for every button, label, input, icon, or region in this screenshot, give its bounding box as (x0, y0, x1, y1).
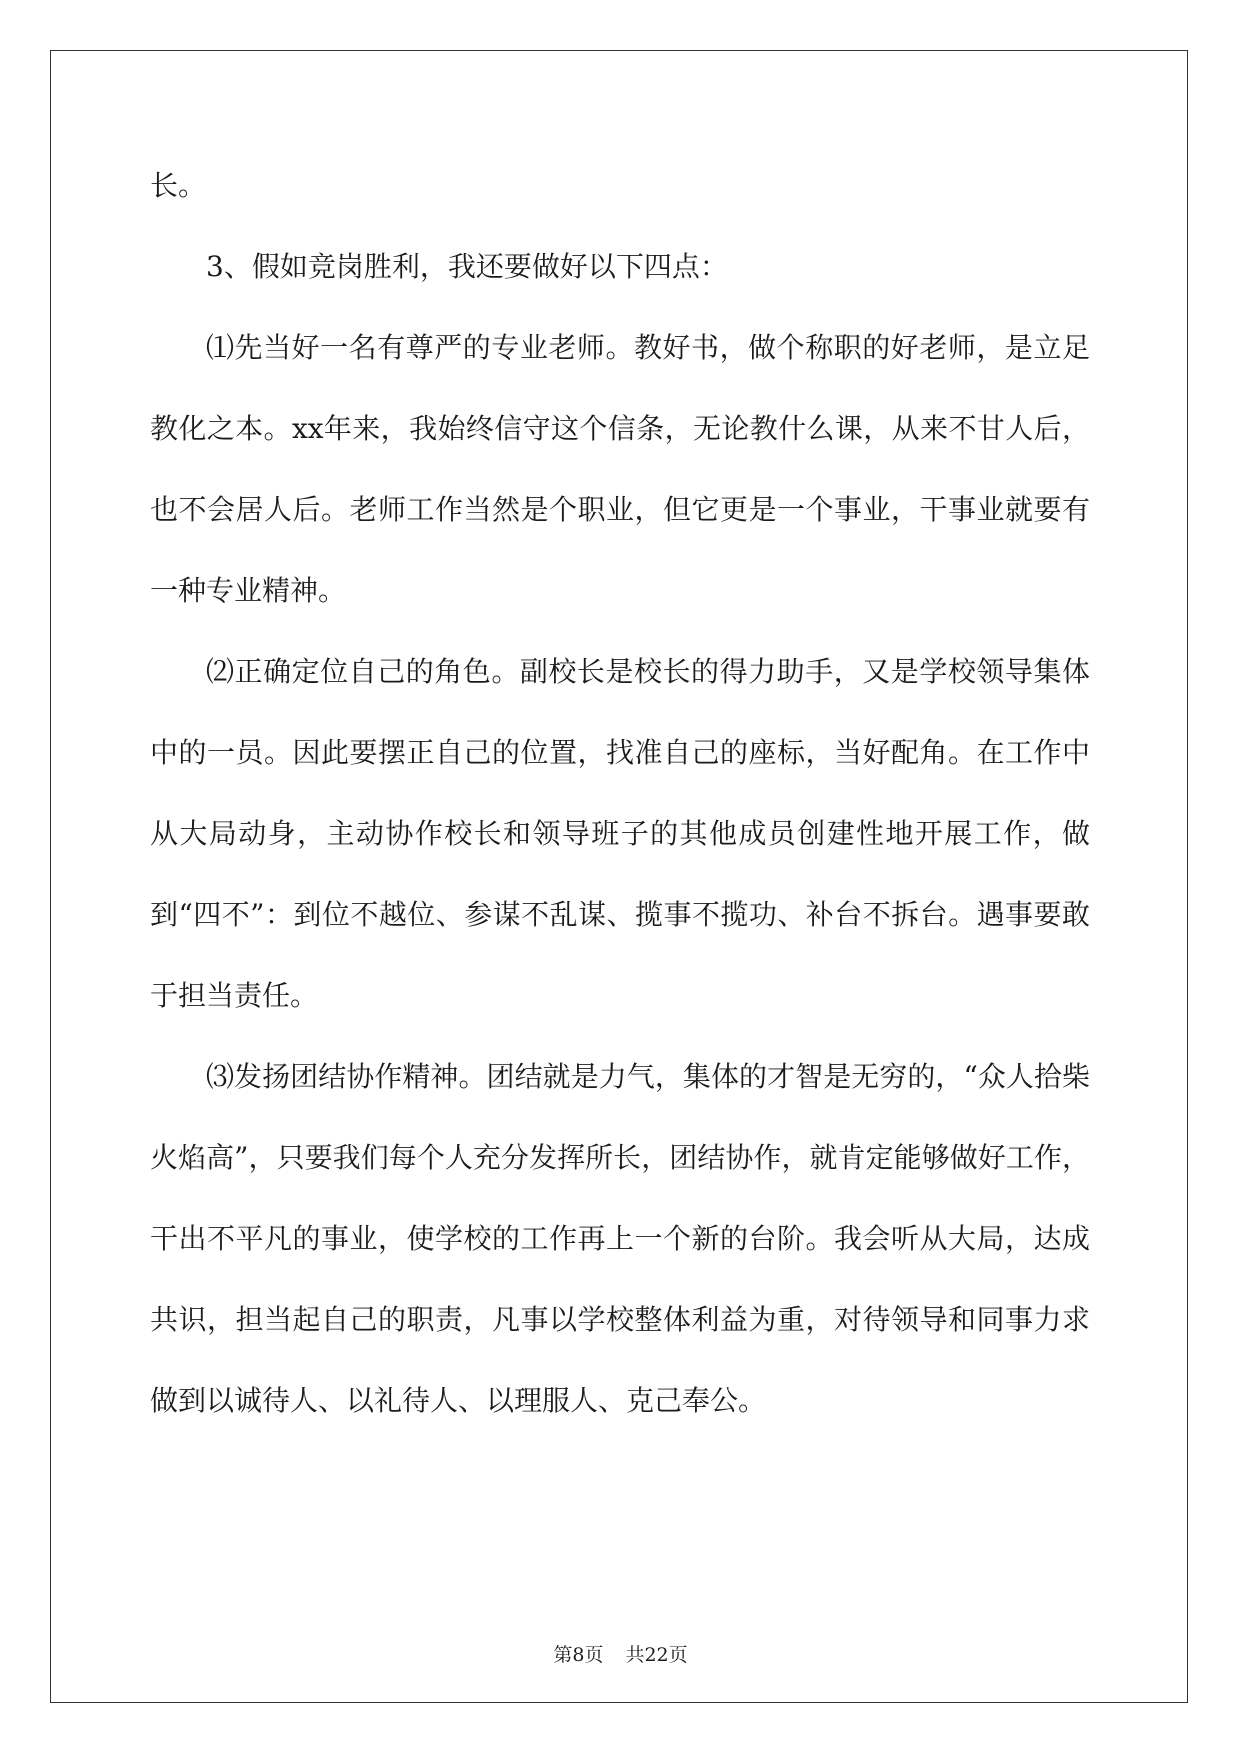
page-total: 共22页 (625, 1644, 688, 1666)
paragraph-heading-3: 3、假如竞岗胜利，我还要做好以下四点： (206, 250, 728, 283)
paragraph-point-1: ⑴先当好一名有尊严的专业老师。教好书，做个称职的好老师，是立足教化之本。xx年来，我始终信守这个信条，无论教什么课，从来不甘人后，也不会居人后。老师工作当然是个职业，但它更是一个事业，干事业就要有一种专业精神。 (150, 331, 1090, 607)
paragraph-point-2: ⑵正确定位自己的角色。副校长是校长的得力助手，又是学校领导集体中的一员。因此要摆正自己的位置，找准自己的座标，当好配角。在工作中从大局动身，主动协作校长和领导班子的其他成员创建性地开展工作，做到“四不”：到位不越位、参谋不乱谋、揽事不揽功、补台不拆台。遇事要敢于担当责任。 (150, 655, 1090, 1012)
document-body (150, 145, 1090, 1441)
paragraph-point-3: ⑶发扬团结协作精神。团结就是力气，集体的才智是无穷的，“众人拾柴火焰高”，只要我们每个人充分发挥所长，团结协作，就肯定能够做好工作，干出不平凡的事业，使学校的工作再上一个新的台阶。我会听从大局，达成共识，担当起自己的职责，凡事以学校整体利益为重，对待领导和同事力求做到以诚待人、以礼待人、以理服人、克己奉公。 (150, 1060, 1090, 1417)
page-number: 第8页 (553, 1644, 604, 1666)
paragraph-continuation: 长。 (150, 169, 207, 202)
page-footer (0, 1640, 1241, 1667)
